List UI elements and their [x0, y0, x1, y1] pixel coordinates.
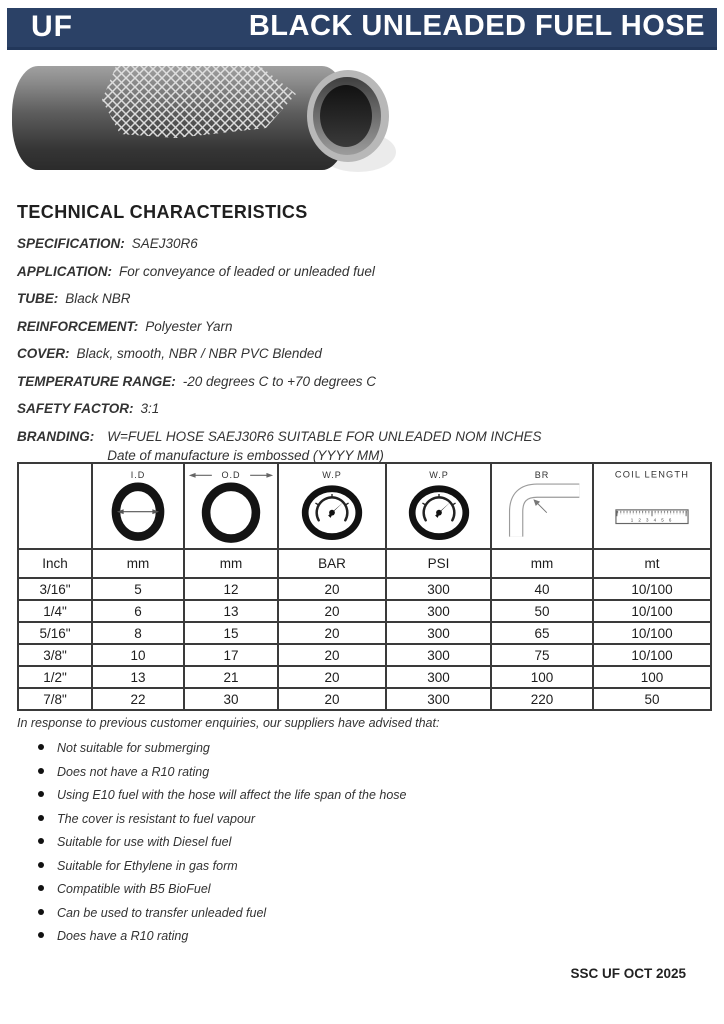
spec-label: SAFETY FACTOR: — [17, 401, 134, 416]
spec-row-safety-factor — [17, 401, 707, 416]
unit-cell: mt — [593, 549, 711, 578]
table-cell: 20 — [278, 578, 386, 600]
svg-text:1 2 3 4 5 6: 1 2 3 4 5 6 — [630, 517, 674, 523]
table-cell: 50 — [593, 688, 711, 710]
table-cell: 100 — [491, 666, 593, 688]
supplier-notes — [17, 716, 707, 953]
note-item: Does not have a R10 rating — [38, 765, 707, 780]
spec-row-branding — [17, 429, 707, 467]
svg-text:BR: BR — [534, 470, 550, 481]
svg-text:W.P: W.P — [428, 470, 449, 481]
pressure-gauge-icon — [287, 467, 377, 543]
spec-value: Black, smooth, NBR / NBR PVC Blended — [76, 346, 322, 361]
table-row — [18, 688, 711, 710]
spec-row-tube — [17, 291, 707, 306]
table-cell: 30 — [184, 688, 278, 710]
col-header-working-pressure-psi — [386, 463, 491, 549]
ruler-icon — [597, 467, 707, 543]
table-cell: 10/100 — [593, 578, 711, 600]
spec-label: SPECIFICATION: — [17, 236, 125, 251]
table-cell: 22 — [92, 688, 184, 710]
table-icon-header-row — [18, 463, 711, 549]
table-cell: 100 — [593, 666, 711, 688]
spec-value: SAEJ30R6 — [131, 236, 198, 251]
note-item: Not suitable for submerging — [38, 741, 707, 756]
table-cell: 10/100 — [593, 600, 711, 622]
size-table — [17, 462, 712, 711]
table-cell: 300 — [386, 622, 491, 644]
col-header-outer-diameter — [184, 463, 278, 549]
spec-row-cover — [17, 346, 707, 361]
spec-list — [17, 236, 707, 479]
unit-cell: mm — [92, 549, 184, 578]
note-item: Can be used to transfer unleaded fuel — [38, 906, 707, 921]
table-cell: 20 — [278, 666, 386, 688]
table-cell: 12 — [184, 578, 278, 600]
table-cell: 3/8" — [18, 644, 92, 666]
unit-cell: Inch — [18, 549, 92, 578]
unit-cell: mm — [491, 549, 593, 578]
table-row — [18, 622, 711, 644]
notes-intro: In response to previous customer enquiries, our suppliers have advised that: — [17, 716, 440, 730]
note-item: Compatible with B5 BioFuel — [38, 882, 707, 897]
svg-text:W.P: W.P — [322, 470, 342, 481]
spec-value: Polyester Yarn — [145, 318, 233, 334]
spec-label: COVER: — [17, 346, 70, 361]
product-code: UF — [31, 9, 73, 43]
table-cell: 21 — [184, 666, 278, 688]
table-row — [18, 600, 711, 622]
table-cell: 10/100 — [593, 644, 711, 666]
spec-label: TUBE: — [17, 291, 59, 306]
table-cell: 10/100 — [593, 622, 711, 644]
hose-cutaway-image — [0, 60, 410, 180]
spec-value: Black NBR — [65, 291, 131, 306]
table-cell: 20 — [278, 644, 386, 666]
spec-value: For conveyance of leaded or unleaded fuel — [119, 263, 375, 279]
col-header-coil-length — [593, 463, 711, 549]
spec-row-specification — [17, 236, 707, 251]
page-title: BLACK UNLEADED FUEL HOSE — [248, 10, 705, 42]
col-header-inner-diameter — [92, 463, 184, 549]
note-item: Using E10 fuel with the hose will affect the life span of the hose — [38, 788, 707, 803]
table-cell: 13 — [92, 666, 184, 688]
table-cell: 50 — [491, 600, 593, 622]
table-cell: 17 — [184, 644, 278, 666]
table-cell: 20 — [278, 600, 386, 622]
note-item: Suitable for use with Diesel fuel — [38, 835, 707, 850]
doc-reference: SSC UF OCT 2025 — [570, 966, 686, 981]
note-item: Does have a R10 rating — [38, 929, 707, 944]
spec-value: W=FUEL HOSE SAEJ30R6 SUITABLE FOR UNLEADED NOM INCHES Date of manufacture is embossed (YYYY MM) — [107, 428, 542, 463]
spec-row-reinforcement — [17, 319, 707, 334]
table-cell: 5 — [92, 578, 184, 600]
spec-row-application — [17, 264, 707, 279]
inner-diameter-ring-icon — [93, 467, 183, 543]
outer-diameter-ring-icon — [186, 467, 276, 543]
table-row — [18, 578, 711, 600]
table-units-row — [18, 549, 711, 578]
note-item: The cover is resistant to fuel vapour — [38, 812, 707, 827]
unit-cell: BAR — [278, 549, 386, 578]
svg-text:O.D: O.D — [221, 470, 241, 481]
col-header-blank — [18, 463, 92, 549]
spec-label: TEMPERATURE RANGE: — [17, 373, 176, 389]
table-cell: 220 — [491, 688, 593, 710]
table-cell: 300 — [386, 688, 491, 710]
table-cell: 8 — [92, 622, 184, 644]
table-cell: 75 — [491, 644, 593, 666]
table-cell: 40 — [491, 578, 593, 600]
table-cell: 1/2" — [18, 666, 92, 688]
table-cell: 10 — [92, 644, 184, 666]
bend-radius-elbow-icon — [497, 467, 587, 543]
table-cell: 7/8" — [18, 688, 92, 710]
table-cell: 300 — [386, 600, 491, 622]
table-cell: 13 — [184, 600, 278, 622]
svg-text:COIL LENGTH: COIL LENGTH — [614, 469, 690, 480]
svg-text:I.D: I.D — [130, 470, 146, 481]
pressure-gauge-icon — [394, 467, 484, 543]
table-row — [18, 644, 711, 666]
col-header-working-pressure-bar — [278, 463, 386, 549]
spec-value: -20 degrees C to +70 degrees C — [182, 373, 377, 389]
table-cell: 300 — [386, 666, 491, 688]
table-cell: 15 — [184, 622, 278, 644]
table-cell: 300 — [386, 644, 491, 666]
table-cell: 300 — [386, 578, 491, 600]
spec-label: APPLICATION: — [17, 263, 112, 279]
notes-list — [38, 741, 707, 944]
header-bar — [7, 8, 717, 50]
table-row — [18, 666, 711, 688]
section-title: TECHNICAL CHARACTERISTICS — [17, 202, 308, 222]
spec-label: REINFORCEMENT: — [17, 318, 139, 334]
spec-row-temperature-range — [17, 374, 707, 389]
table-cell: 20 — [278, 622, 386, 644]
table-cell: 20 — [278, 688, 386, 710]
table-cell: 6 — [92, 600, 184, 622]
table-cell: 1/4" — [18, 600, 92, 622]
table-cell: 5/16" — [18, 622, 92, 644]
unit-cell: mm — [184, 549, 278, 578]
unit-cell: PSI — [386, 549, 491, 578]
table-cell: 65 — [491, 622, 593, 644]
col-header-bend-radius — [491, 463, 593, 549]
table-cell: 3/16" — [18, 578, 92, 600]
size-table-body — [18, 578, 711, 710]
spec-value: 3:1 — [140, 401, 160, 416]
note-item: Suitable for Ethylene in gas form — [38, 859, 707, 874]
spec-label: BRANDING: — [17, 428, 95, 444]
